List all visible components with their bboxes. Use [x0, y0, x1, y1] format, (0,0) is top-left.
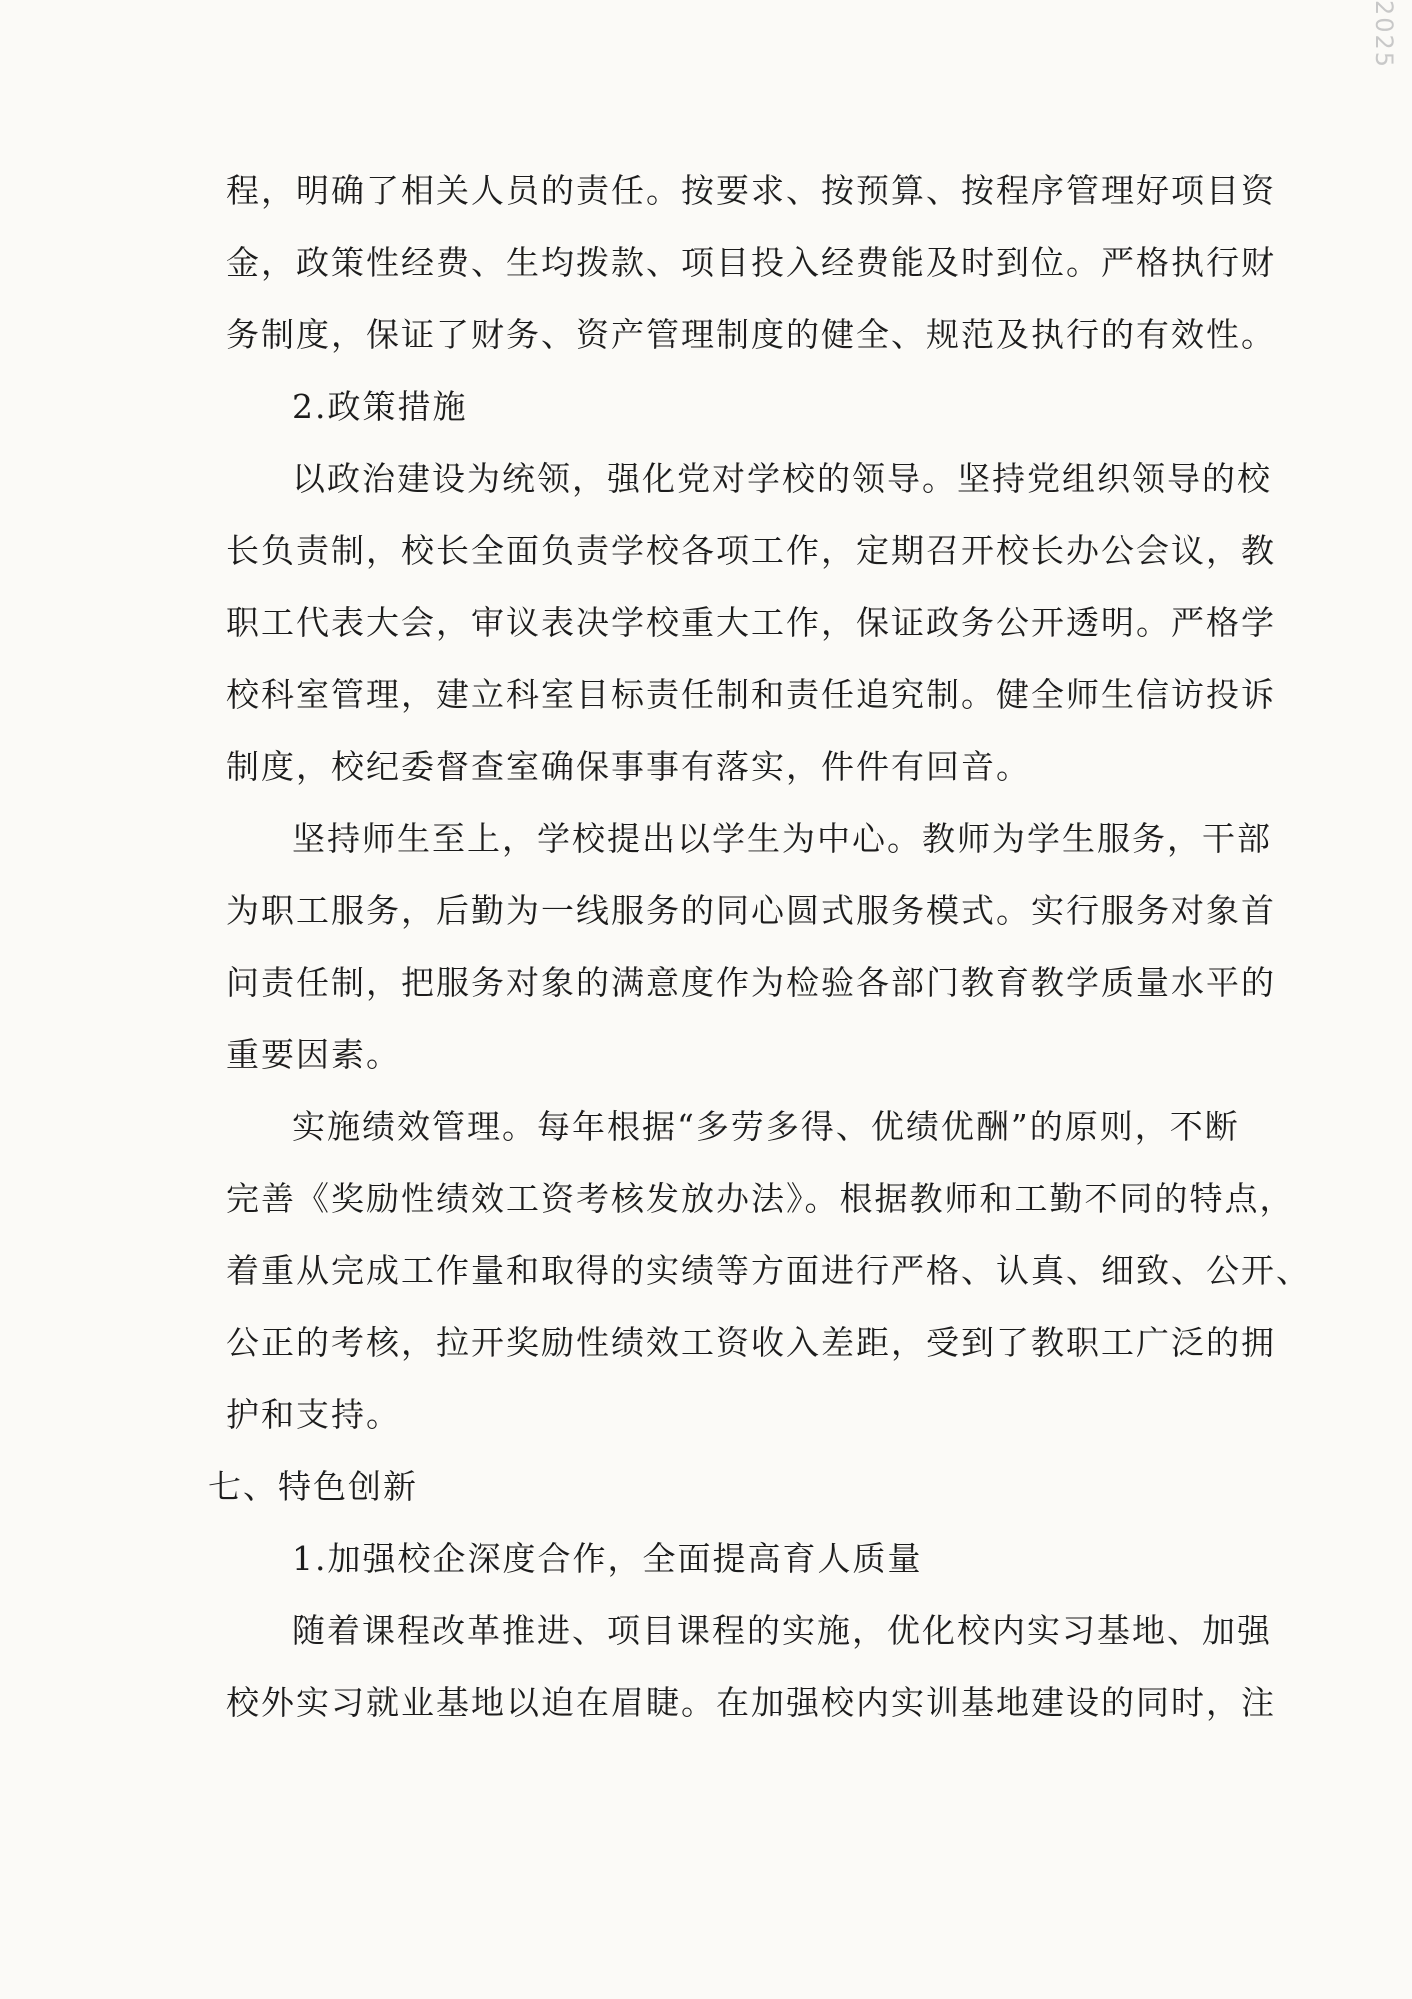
text-line: 护和支持。 [226, 1395, 401, 1434]
text-line: 校科室管理，建立科室目标责任制和责任追究制。健全师生信访投诉 [226, 675, 1276, 714]
text-line: 制度，校纪委督查室确保事事有落实，件件有回音。 [226, 747, 1031, 786]
text-line: 公正的考核，拉开奖励性绩效工资收入差距，受到了教职工广泛的拥 [226, 1323, 1276, 1362]
text-line: 1.加强校企深度合作，全面提高育人质量 [292, 1539, 923, 1578]
page-stamp: 2025 [1370, 0, 1398, 70]
text-line: 程，明确了相关人员的责任。按要求、按预算、按程序管理好项目资 [226, 171, 1276, 210]
text-line: 问责任制，把服务对象的满意度作为检验各部门教育教学质量水平的 [226, 963, 1276, 1002]
text-line: 以政治建设为统领，强化党对学校的领导。坚持党组织领导的校 [292, 459, 1272, 498]
section-heading: 七、特色创新 [208, 1467, 418, 1506]
text-line: 着重从完成工作量和取得的实绩等方面进行严格、认真、细致、公开、 [226, 1251, 1311, 1290]
text-line: 校外实习就业基地以迫在眉睫。在加强校内实训基地建设的同时，注 [226, 1683, 1276, 1722]
text-line: 重要因素。 [226, 1035, 401, 1074]
text-line: 坚持师生至上，学校提出以学生为中心。教师为学生服务，干部 [292, 819, 1272, 858]
text-line: 长负责制，校长全面负责学校各项工作，定期召开校长办公会议，教 [226, 531, 1276, 570]
text-line: 职工代表大会，审议表决学校重大工作，保证政务公开透明。严格学 [226, 603, 1276, 642]
text-line: 金，政策性经费、生均拨款、项目投入经费能及时到位。严格执行财 [226, 243, 1276, 282]
text-line: 完善《奖励性绩效工资考核发放办法》。根据教师和工勤不同的特点， [226, 1179, 1295, 1218]
text-line: 实施绩效管理。每年根据“多劳多得、优绩优酬”的原则，不断 [292, 1107, 1240, 1146]
document-body [208, 155, 1311, 1739]
text-line: 务制度，保证了财务、资产管理制度的健全、规范及执行的有效性。 [226, 315, 1276, 354]
text-line: 随着课程改革推进、项目课程的实施，优化校内实习基地、加强 [292, 1611, 1272, 1650]
text-line: 2.政策措施 [292, 387, 468, 426]
text-line: 为职工服务，后勤为一线服务的同心圆式服务模式。实行服务对象首 [226, 891, 1276, 930]
